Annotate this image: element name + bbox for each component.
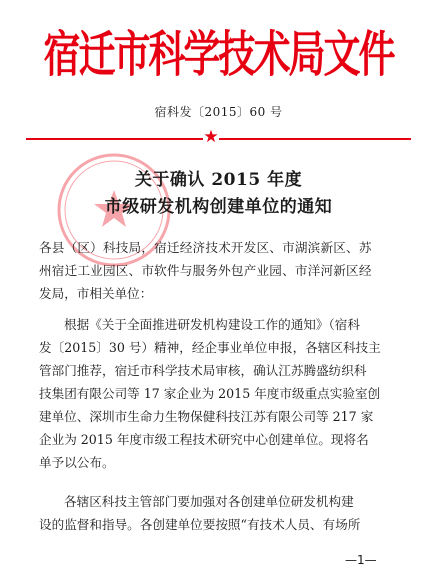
paragraph-line: 根据《关于全面推进研发机构建设工作的通知》（宿科 bbox=[64, 317, 360, 332]
paragraph-1 bbox=[39, 313, 411, 474]
recipients-block bbox=[39, 236, 411, 305]
red-divider-right bbox=[219, 138, 411, 140]
recipients-line: 发局，市相关单位： bbox=[39, 286, 153, 301]
red-divider-left bbox=[26, 138, 203, 140]
paragraph-line: 企业为 2015 年度市级工程技术研究中心创建单位。现将名 bbox=[39, 432, 369, 447]
paragraph-line: 各辖区科技主管部门要加强对各创建单位研发机构建 bbox=[64, 494, 354, 509]
notice-title-line-1: 关于确认 2015 年度 bbox=[134, 170, 303, 190]
paragraph-line: 建单位、深圳市生命力生物保健科技江苏有限公司等 217 家 bbox=[39, 409, 374, 424]
paragraph-2 bbox=[39, 490, 411, 536]
paragraph-line: 技集团有限公司等 17 家企业为 2015 年度市级重点实验室创 bbox=[39, 386, 381, 401]
recipients-line: 州宿迁工业园区、市软件与服务外包产业园、市洋河新区经 bbox=[39, 263, 372, 278]
paragraph-line: 管部门推荐，宿迁市科学技术局审核，确认江苏腾盛纺织科 bbox=[39, 363, 367, 378]
document-masthead: 宿迁市科学技术局文件 bbox=[43, 24, 394, 83]
paragraph-line: 设的监督和指导。各创建单位要按照“有技术人员、有场所 bbox=[39, 517, 361, 532]
notice-title-line-2: 市级研发机构创建单位的通知 bbox=[104, 197, 333, 217]
paragraph-line: 单予以公布。 bbox=[39, 455, 115, 470]
document-number: 宿科发〔2015〕60 号 bbox=[154, 105, 283, 119]
star-icon: ★ bbox=[203, 127, 219, 147]
page-number: —1— bbox=[345, 553, 377, 567]
paragraph-line: 发〔2015〕30 号）精神，经企事业单位申报，各辖区科技主 bbox=[39, 340, 381, 355]
recipients-line: 各县（区）科技局，宿迁经济技术开发区、市湖滨新区、苏 bbox=[39, 240, 372, 255]
